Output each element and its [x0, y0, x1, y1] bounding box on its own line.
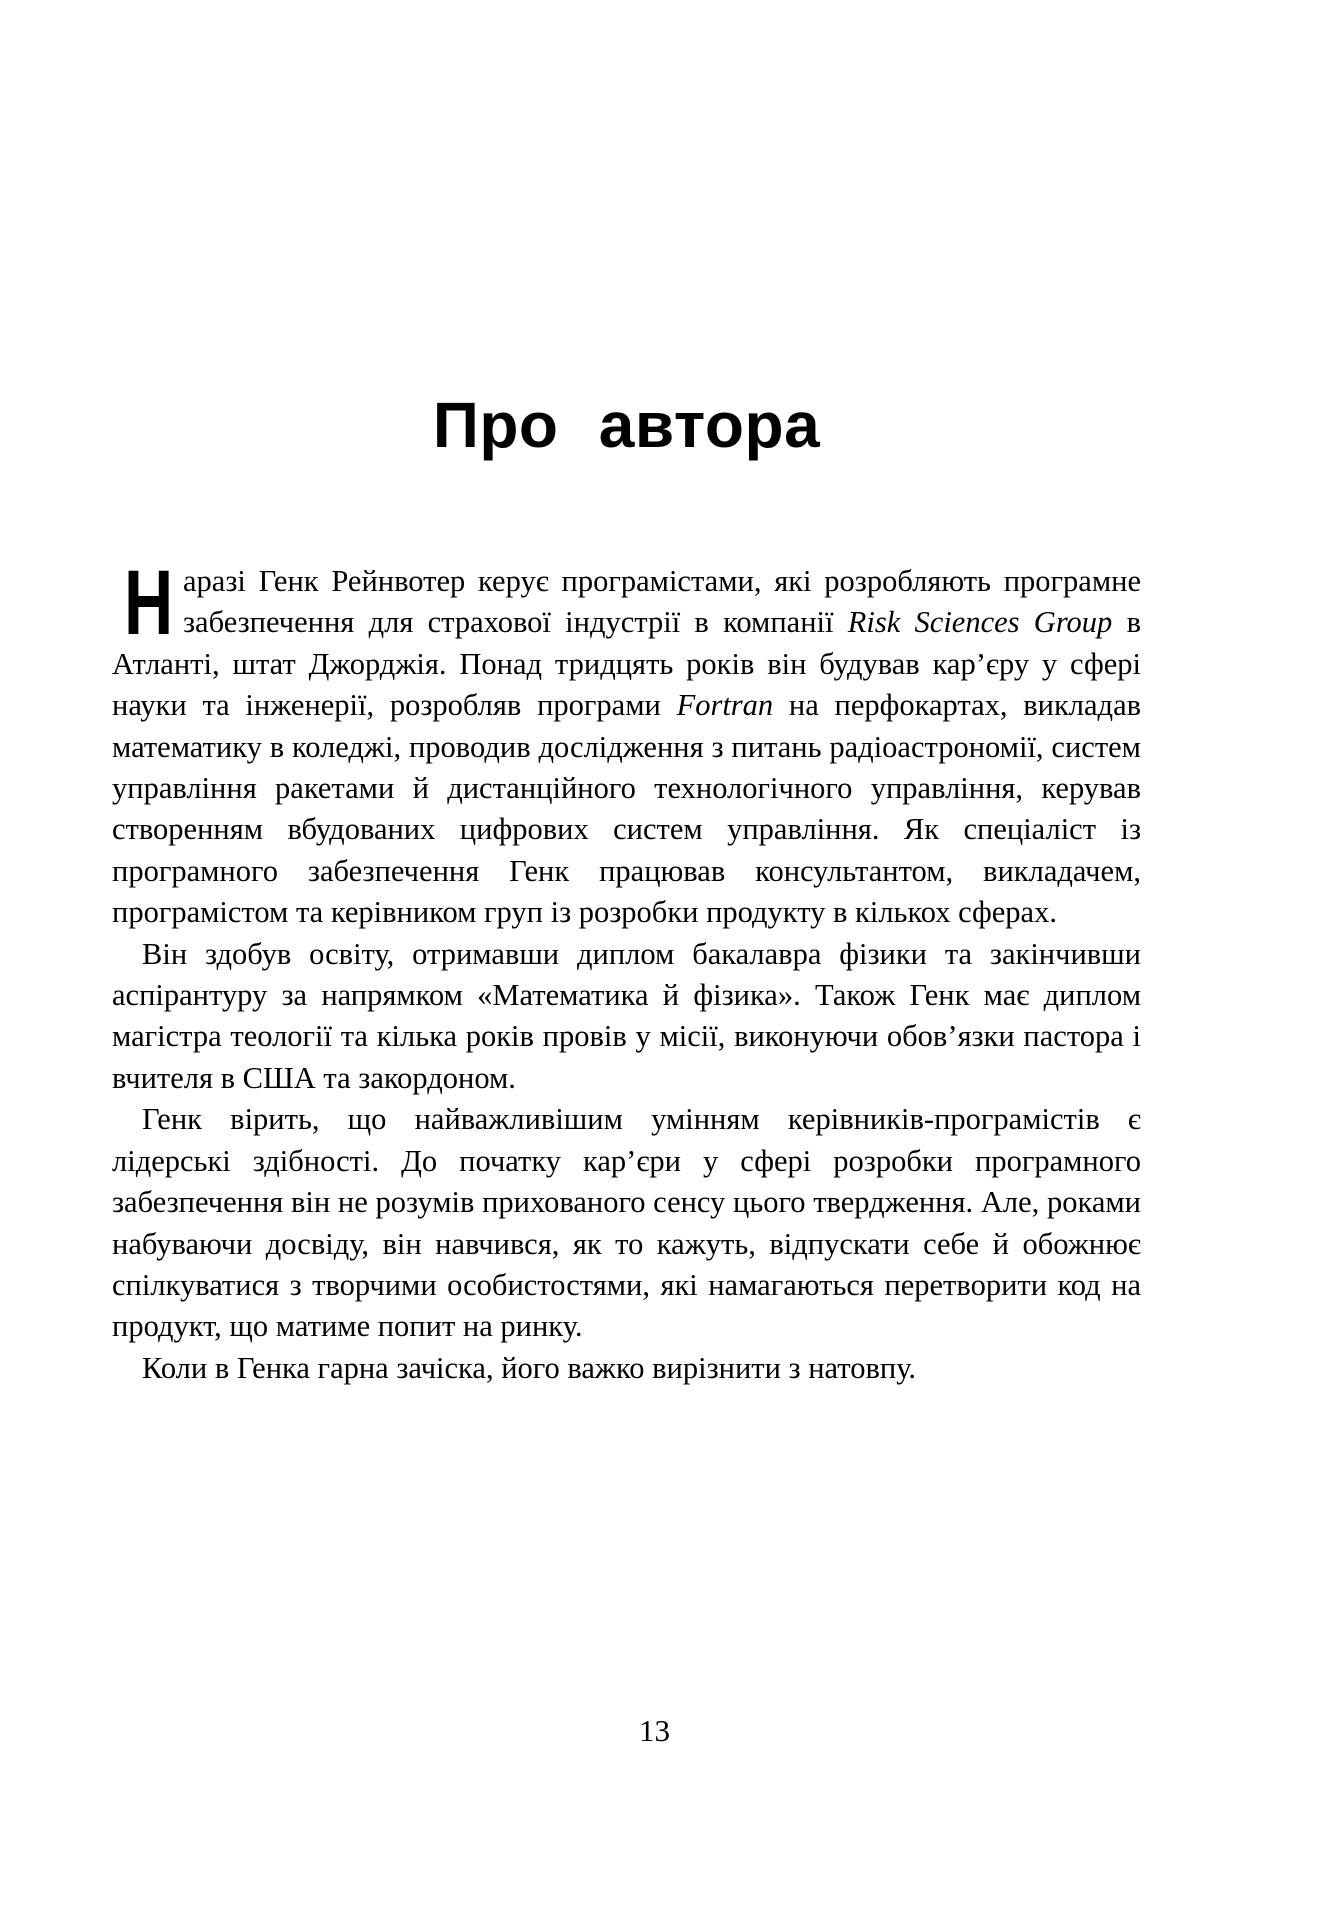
text-segment: в Атланті, штат Джорджія. Понад тридцять років він будував кар’єру у сфері науки та інженерії, розробляв програми: [112, 605, 1141, 723]
paragraph: [112, 1348, 1141, 1389]
text-segment: Він здобув освіту, отримавши диплом бакалавра фізики та закінчивши аспірантуру за напрямком «Математика й фізика». Також Генк має диплом магістра теології та кілька років провів у місії, виконуючи обов’язки пастора і вчителя в США та закордоном.: [112, 936, 1141, 1095]
paragraph: [112, 934, 1141, 1100]
text-segment: Генк вірить, що найважливішим умінням керівників-програмістів є лідерські здібності. До початку кар’єри у сфері розробки програмного забезпечення він не розумів прихованого сенсу цього твердження. Але, роками набуваючи досвіду, він навчився, як то кажуть, відпускати себе й обожнює спілкуватися з творчими особистостями, які намагаються перетворити код на продукт, що матиме попит на ринку.: [112, 1102, 1141, 1344]
page-number: 13: [639, 1713, 670, 1748]
page-title: Про автора: [432, 389, 821, 461]
dropcap-letter: Н: [124, 552, 174, 654]
text-segment: Коли в Генка гарна зачіска, його важко вирізнити з натовпу.: [142, 1350, 917, 1385]
italic-text: Fortran: [676, 688, 774, 723]
italic-text: Risk Sciences Group: [847, 605, 1113, 640]
text-segment: аразі Генк Рейнвотер керує програмістами, які розробляють програмне забезпечення для страхової індустрії в компанії: [183, 564, 1141, 640]
body-text: [112, 552, 1142, 1389]
paragraph: [112, 1099, 1141, 1347]
text-segment: на перфокартах, викладав математику в коледжі, проводив дослідження з питань радіоастрономії, систем управління ракетами й дистанційного технологічного управління, керував створенням вбудованих цифрових систем управління. Як спеціаліст із програмного забезпечення Генк працював консультантом, викладачем, програмістом та керівником груп із розробки продукту в кількох сферах.: [112, 688, 1142, 930]
paragraph: [112, 552, 1142, 934]
